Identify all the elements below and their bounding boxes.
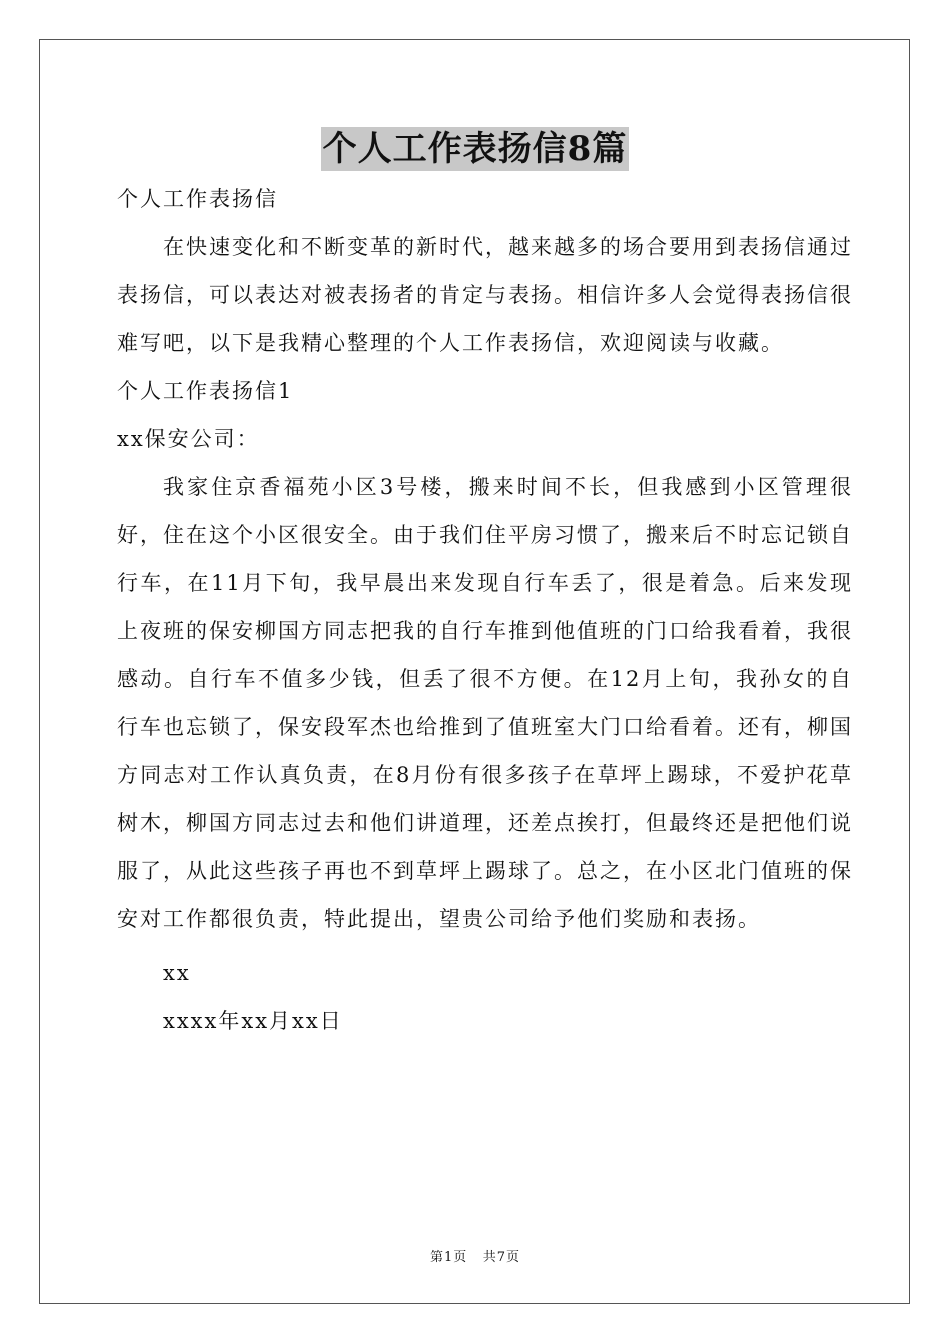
title-container xyxy=(0,127,950,171)
page-footer xyxy=(0,1246,950,1265)
total-pages: 共7页 xyxy=(482,1250,520,1265)
salutation: xx保安公司： xyxy=(117,427,260,451)
document-body xyxy=(117,175,853,1045)
footer-separator xyxy=(467,1250,482,1265)
letter-body-paragraph: 我家住京香福苑小区3号楼，搬来时间不长，但我感到小区管理很好，住在这个小区很安全。由于我们住平房习惯了，搬来后不时忘记锁自行车，在11月下旬，我早晨出来发现自行车丢了，很是着急。后来发现上夜班的保安柳国方同志把我的自行车推到他值班的门口给我看着，我很感动。自行车不值多少钱，但丢了很不方便。在12月上旬，我孙女的自行车也忘锁了，保安段军杰也给推到了值班室大门口给看着。还有，柳国方同志对工作认真负责，在8月份有很多孩子在草坪上踢球，不爱护花草树木，柳国方同志过去和他们讲道理，还差点挨打，但最终还是把他们说服了，从此这些孩子再也不到草坪上踢球了。总之，在小区北门值班的保安对工作都很负责，特此提出，望贵公司给予他们奖励和表扬。 xyxy=(117,475,853,931)
section-heading: 个人工作表扬信1 xyxy=(117,379,294,403)
page-number: 第1页 xyxy=(430,1250,468,1265)
signature: xx xyxy=(163,961,191,985)
subtitle: 个人工作表扬信 xyxy=(117,187,278,211)
date-line: xxxx年xx月xx日 xyxy=(163,1009,343,1033)
document-title: 个人工作表扬信8篇 xyxy=(322,129,628,169)
intro-paragraph: 在快速变化和不断变革的新时代，越来越多的场合要用到表扬信通过表扬信，可以表达对被表扬者的肯定与表扬。相信许多人会觉得表扬信很难写吧，以下是我精心整理的个人工作表扬信，欢迎阅读与收藏。 xyxy=(117,235,853,355)
